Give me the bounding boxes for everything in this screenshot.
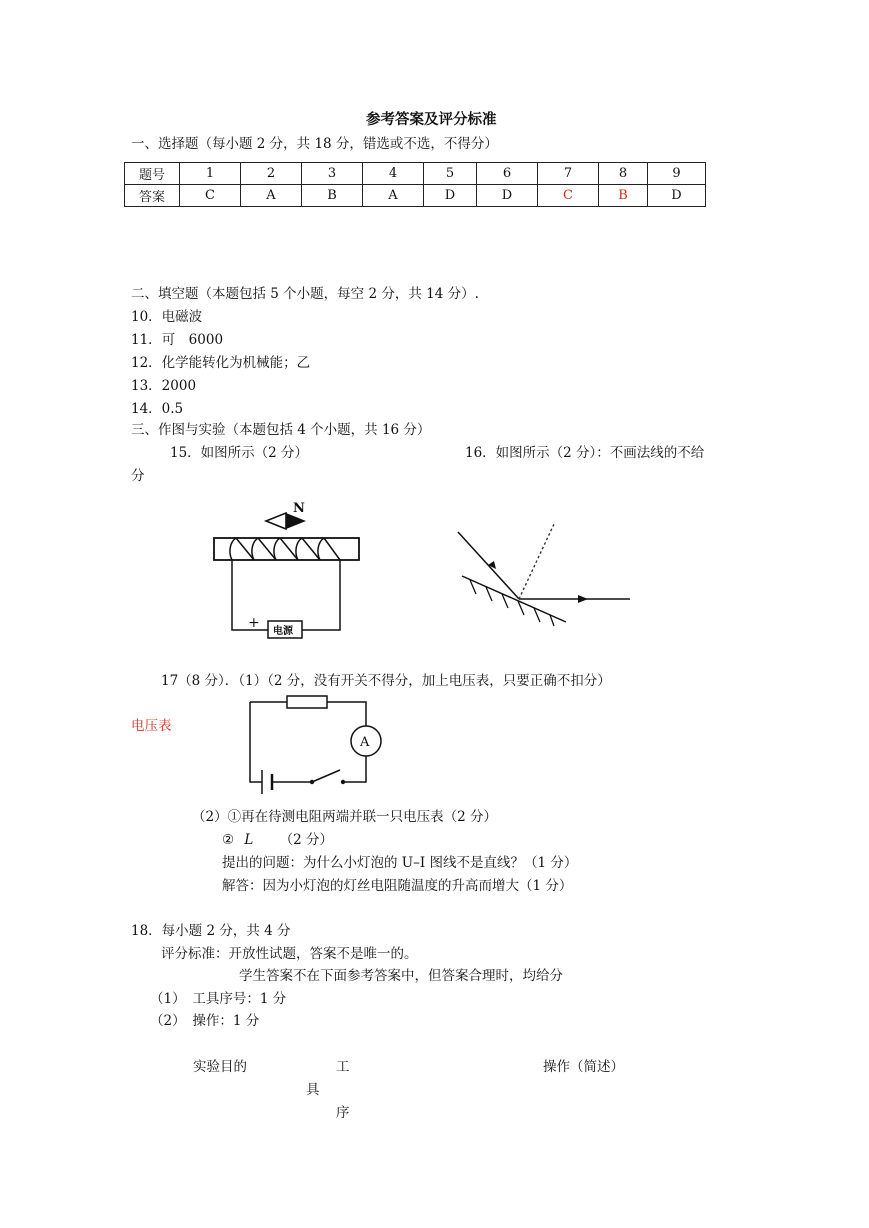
- cell-answer: D: [424, 185, 477, 207]
- q18-part-1: （1） 工具序号：1 分: [150, 991, 287, 1007]
- solenoid-figure: [200, 490, 385, 655]
- answer-table: [124, 162, 706, 207]
- q18-heading: 18．每小题 2 分，共 4 分: [131, 923, 291, 939]
- col-tool-1: 工: [336, 1059, 350, 1075]
- cell-number: 6: [477, 163, 538, 185]
- cell-number: 9: [648, 163, 706, 185]
- section1-heading: 一、选择题（每小题 2 分，共 18 分，错选或不选，不得分）: [131, 136, 498, 152]
- reflection-figure: [450, 518, 640, 630]
- col-operation: 操作（简述）: [543, 1059, 624, 1075]
- cell-answer: C: [538, 185, 599, 207]
- cell-answer: D: [648, 185, 706, 207]
- cell-answer: A: [363, 185, 424, 207]
- row-label-answer: 答案: [125, 185, 180, 207]
- cell-answer: B: [599, 185, 648, 207]
- cell-answer: D: [477, 185, 538, 207]
- answer-13: 13．2000: [131, 378, 197, 394]
- cell-number: 2: [241, 163, 302, 185]
- ammeter-label: A: [360, 735, 370, 750]
- section2-heading: 二、填空题（本题包括 5 个小题，每空 2 分，共 14 分）.: [131, 286, 479, 302]
- section3-heading: 三、作图与实验（本题包括 4 个小题，共 16 分）: [131, 422, 431, 438]
- cell-number: 7: [538, 163, 599, 185]
- q15-text: 15．如图所示（2 分）: [170, 445, 309, 461]
- cell-number: 5: [424, 163, 477, 185]
- q16-text: 16．如图所示（2 分）：不画法线的不给: [465, 445, 705, 461]
- table-row-numbers: [125, 163, 706, 185]
- circuit-figure: [240, 690, 390, 795]
- cell-number: 8: [599, 163, 648, 185]
- q17-part2-b-score: （2 分）: [279, 832, 334, 848]
- circle-two-mark: ②: [222, 832, 235, 848]
- col-tool-2: 具: [306, 1082, 320, 1098]
- cell-number: 4: [363, 163, 424, 185]
- col-tool-3: 序: [336, 1105, 350, 1121]
- cell-answer: A: [241, 185, 302, 207]
- answer-11: 11．可 6000: [131, 332, 224, 348]
- power-source-label: 电源: [273, 626, 293, 637]
- row-label-number: 题号: [125, 163, 180, 185]
- q18-part-2: （2） 操作：1 分: [150, 1013, 260, 1029]
- var-l: L: [244, 832, 254, 848]
- table-row-answers: [125, 185, 706, 207]
- q17-answer: 解答：因为小灯泡的灯丝电阻随温度的升高而增大（1 分）: [222, 878, 573, 894]
- plus-label: +: [248, 615, 260, 631]
- col-purpose: 实验目的: [193, 1059, 247, 1075]
- q17-part2-a: （2）①再在待测电阻两端并联一只电压表（2 分）: [192, 809, 497, 825]
- q17-part2-b: [222, 828, 333, 848]
- page-title: 参考答案及评分标准: [366, 111, 497, 128]
- answer-10: 10．电磁波: [131, 309, 203, 325]
- cell-number: 1: [180, 163, 241, 185]
- voltmeter-note: 电压表: [131, 718, 172, 734]
- q18-criteria-2: 学生答案不在下面参考答案中，但答案合理时，均给分: [239, 968, 563, 984]
- q17-question: 提出的问题：为什么小灯泡的 U–I 图线不是直线？（1 分）: [222, 855, 578, 871]
- q16-text-wrap: 分: [131, 468, 145, 484]
- pole-label: N: [293, 501, 305, 516]
- cell-number: 3: [302, 163, 363, 185]
- q17-heading: 17（8 分）．（1）（2 分，没有开关不得分，加上电压表，只要正确不扣分）: [161, 673, 611, 689]
- q18-criteria: 评分标准：开放性试题，答案不是唯一的。: [161, 946, 418, 962]
- answer-14: 14．0.5: [131, 401, 184, 417]
- answer-12: 12．化学能转化为机械能；乙: [131, 355, 311, 371]
- cell-answer: B: [302, 185, 363, 207]
- cell-answer: C: [180, 185, 241, 207]
